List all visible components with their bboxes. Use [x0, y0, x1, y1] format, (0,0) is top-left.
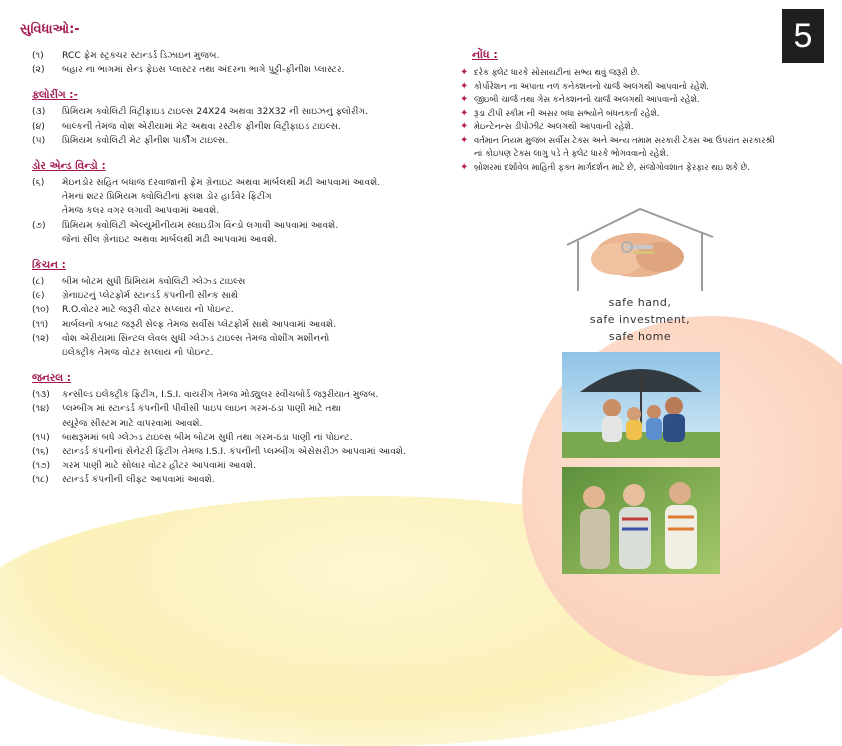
list-item	[20, 275, 460, 289]
item-text: બાલ્કની તેમજ વોશ એરીયામાં મેટ અથવા રસ્ટીક ફીનીશ વિટ્રીફાઇડ ટાઇલ્સ.	[62, 120, 341, 132]
tagline-line: safe home	[608, 330, 672, 343]
section-heading-door-window: ડોર એન્ડ વિન્ડો :	[32, 160, 106, 173]
item-text: પ્રિમિયમ ક્વોલિટી મેટ ફીનીશ પાર્કીંગ ટાઇલ્સ.	[62, 134, 229, 146]
item-number: (૮)	[32, 276, 45, 288]
list-item	[20, 134, 460, 148]
notes-heading: નોંધ :	[472, 48, 498, 61]
section-heading-kitchen: કિચન :	[32, 259, 66, 272]
item-number: (૯)	[32, 290, 45, 302]
item-number: (૧૨)	[32, 332, 50, 344]
star-bullet-icon: ✦	[460, 134, 469, 146]
tagline-line: safe investment,	[589, 313, 691, 326]
section-heading-flooring: ફ્લોરીંગ :-	[32, 89, 78, 102]
star-bullet-icon: ✦	[460, 107, 469, 119]
note-item	[460, 161, 830, 175]
item-text: સ્ટાન્ડર્ડ કંપનીનાં સેનેટરી ફિટીંગ તેમજ I.S.I. કંપનીની પ્લમ્બીંગ એસેસરીઝ આપવામાં આવશે.	[62, 446, 406, 458]
item-text: બીમ બોટમ સુધી પ્રિમિયમ ક્વોલિટી ગ્લેઝ્ડ ટાઇલ્સ	[62, 276, 246, 288]
note-item	[460, 120, 830, 134]
page-title: સુવિધાઓ:-	[20, 22, 80, 37]
list-item	[20, 120, 460, 134]
note-text: જીઇબી ચાર્જ તથા ગેસ કનેક્શનનો ચાર્જ અલગથી આપવાનો રહેશે.	[474, 94, 700, 104]
senior-friends-photo	[562, 467, 720, 574]
tagline-caption	[560, 294, 720, 345]
note-item	[460, 80, 830, 94]
section-heading-general: જનરલ :	[32, 372, 71, 385]
amenities-column	[20, 22, 460, 488]
note-text: રૂડા ટીપી સ્કીમ ની અસર બધા સભ્યોને બંધનકર્તા રહેશે.	[474, 107, 660, 118]
tagline-line: safe hand,	[608, 296, 672, 309]
list-item	[20, 431, 460, 445]
star-bullet-icon: ✦	[460, 161, 469, 173]
star-bullet-icon: ✦	[460, 80, 469, 92]
list-item	[20, 63, 460, 77]
item-text: મેઇનડોર સહિત બધાજ દરવાજાની ફ્રેમ ગ્રેનાઇટ અથવા માર્બલથી મઢી આપવામાં આવશે. તેમનાં શટર પ્રિમિયમ ક્વોલિટીનાં ફ્લશ ડોર હાર્ડવેર ફિટીંગ તેમજ કલર વગર લગાવી આપવામાં આવશે.	[62, 177, 381, 217]
note-item	[460, 134, 830, 161]
list-item	[20, 49, 460, 63]
star-bullet-icon: ✦	[460, 67, 469, 78]
item-number: (૧૪)	[32, 403, 50, 415]
item-number: (૪)	[32, 120, 45, 132]
note-text: મેઇન્ટેનન્સ ડીપોઝીટ અલગથી આપવાની રહેશે.	[474, 121, 634, 131]
list-item	[20, 332, 460, 360]
list-item	[20, 445, 460, 459]
note-text: દરેક ફ્લેટ ધારકે સોસાયટીનાં સભ્ય થવું જરૂરી છે.	[474, 67, 640, 77]
item-number: (૭)	[32, 219, 46, 231]
item-text: બહાર ના ભાગમાં સેન્ડ ફેઇસ પ્લાસ્ટર તથા અંદરના ભાગે પુટ્ટી-ફીનીશ પ્લાસ્ટર.	[62, 64, 345, 76]
item-number: (૨)	[32, 64, 45, 76]
star-bullet-icon: ✦	[460, 121, 469, 132]
note-text: વર્તમાન નિયમ મુજબ સર્વીસ ટેક્સ અને અન્ય તમામ સરકારી ટેક્સ આ ઉપરાંત સરકારશ્રી નાં કોઇપણ ટેક્સ લાગુ પડે તે ફ્લેટ ધારકે ભોગવવાનો રહેશે.	[474, 134, 775, 158]
note-text: બ્રોશરમાં દર્શાવેલ માહિતી ફક્ત માર્ગદર્શન માટે છે, સંજોગોવશાત ફેરફાર થઇ શકે છે.	[474, 161, 750, 172]
list-item	[20, 176, 460, 219]
item-number: (૧૧)	[32, 318, 49, 330]
list-item	[20, 318, 460, 332]
item-number: (૧૫)	[32, 431, 50, 443]
item-text: સ્ટાન્ડર્ડ કંપનીની લીફ્ટ આપવામાં આવશે.	[62, 474, 215, 486]
item-number: (૧૭)	[32, 460, 51, 472]
star-bullet-icon: ✦	[460, 94, 469, 105]
note-item	[460, 66, 830, 80]
list-item	[20, 105, 460, 119]
list-item	[20, 459, 460, 473]
note-item	[460, 107, 830, 121]
item-number: (૫)	[32, 134, 46, 146]
note-text: કોર્પોરેશન ના અપાતા નળ કનેક્શનનો ચાર્જ અલગથી આપવાનો રહેશે.	[474, 80, 710, 91]
list-item	[20, 402, 460, 430]
item-number: (૬)	[32, 177, 45, 189]
note-item	[460, 93, 830, 107]
list-item	[20, 303, 460, 317]
family-umbrella-photo	[562, 352, 720, 458]
item-text: પ્રિમિયમ ક્વોલિટી વિટ્રીફાઇડ ટાઇલ્સ 24X24 અથવા 32X32 ની સાઇઝનું ફ્લોરીંગ.	[62, 106, 369, 118]
item-text: કન્સીલ્ડ ઇલેક્ટ્રીક ફિટીંગ, I.S.I. વાયરીંગ તેમજ મોડ્યુલર સ્વીચબોર્ડ જરૂરીયાત મુજબ.	[62, 389, 379, 401]
list-item	[20, 289, 460, 303]
notes-column	[460, 48, 830, 174]
item-text: પ્રિમિયમ ક્વોલિટી એલ્યુમીનીયમ સ્લાઇડીંગ વિન્ડો લગાવી આપવામાં આવશે. જેનાં સીલ ગ્રેનાઇટ અથવા માર્બલથી મઢી આપવામાં આવશે.	[62, 219, 339, 245]
list-item	[20, 219, 460, 247]
page-number: 5	[782, 9, 824, 63]
item-text: બાથરૂમમાં બધે ગ્લેઝ્ડ ટાઇલ્સ બીમ બોટમ સુધી તથા ગરમ-ઠંડા પાણી નાં પોઇન્ટ.	[62, 431, 353, 443]
item-text: માર્બલનો કબાટ જરૂરી સેલ્ફ તેમજ સર્વીસ પ્લેટફોર્મ સાથે આપવામાં આવશે.	[62, 318, 337, 330]
item-number: (૧)	[32, 50, 44, 61]
list-item	[20, 388, 460, 402]
item-text: પ્લમ્બીંગ માં સ્ટાન્ડર્ડ કંપનીની પીવીસી પાઇપ લાઇન ગરમ-ઠંડા પાણી માટે તથા સ્યૂરેજ સીસ્ટમ માટે વાપરવામાં આવશે.	[62, 403, 341, 429]
item-text: ગ્રેનાઇટનું પ્લેટફોર્મ સ્ટાન્ડર્ડ કંપનીની સીન્ક સાથે	[62, 290, 239, 302]
item-number: (૩)	[32, 106, 46, 118]
item-number: (૧૩)	[32, 389, 50, 401]
item-text: વોશ એરીયામાં સિન્ટલ લેવલ સુધી ગ્લેઝ્ડ ટાઇલ્સ તેમજ વોશીંગ મશીનનો ઇલેક્ટ્રીક તેમજ વોટર સપ્લાય નો પોઇન્ટ.	[62, 332, 330, 359]
item-number: (૧૮)	[32, 474, 49, 486]
list-item	[20, 473, 460, 487]
item-number: (૧૦)	[32, 304, 50, 316]
item-text: ગરમ પાણી માટે સોલાર વોટર હીટર આપવામાં આવશે.	[62, 460, 257, 472]
item-number: (૧૬)	[32, 446, 49, 458]
item-text: R.O.વોટર માટે જરૂરી વોટર સપ્લાય નો પોઇન્ટ.	[62, 304, 234, 316]
house-hands-keys-illustration	[565, 205, 715, 293]
item-text: RCC ફ્રેમ સ્ટ્રક્ચર સ્ટાન્ડર્ડ ડિઝાઇન મુજબ.	[62, 50, 220, 61]
